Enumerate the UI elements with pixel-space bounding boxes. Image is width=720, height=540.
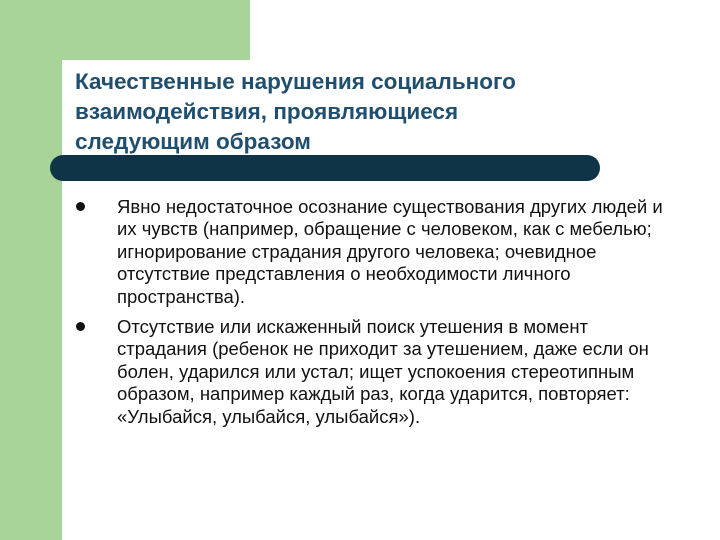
bullet-text: Отсутствие или искаженный поиск утешения в момент страдания (ребенок не приходит за утешением, даже если он болен, ударился или устал; ищет успокоения стереотипным образом, например каждый раз, когда ударится, повторяет: «Улыбайся, улыбайся, улыбайся»). — [117, 316, 649, 427]
green-accent-left — [0, 0, 62, 540]
title-divider-bar — [50, 155, 600, 181]
bullet-dot-icon — [76, 322, 85, 331]
bullet-dot-icon — [76, 202, 85, 211]
slide-title: Качественные нарушения социального взаимодействия, проявляющиеся следующим образом — [75, 69, 516, 154]
green-accent-top — [0, 0, 250, 60]
bullet-list — [72, 196, 682, 436]
bullet-text: Явно недостаточное осознание существования других людей и их чувств (например, обращение с человеком, как с мебелью; игнорирование страдания другого человека; очевидное отсутствие представления о необходимости личного пространства). — [117, 196, 663, 307]
list-item — [72, 196, 682, 308]
list-item — [72, 316, 682, 428]
